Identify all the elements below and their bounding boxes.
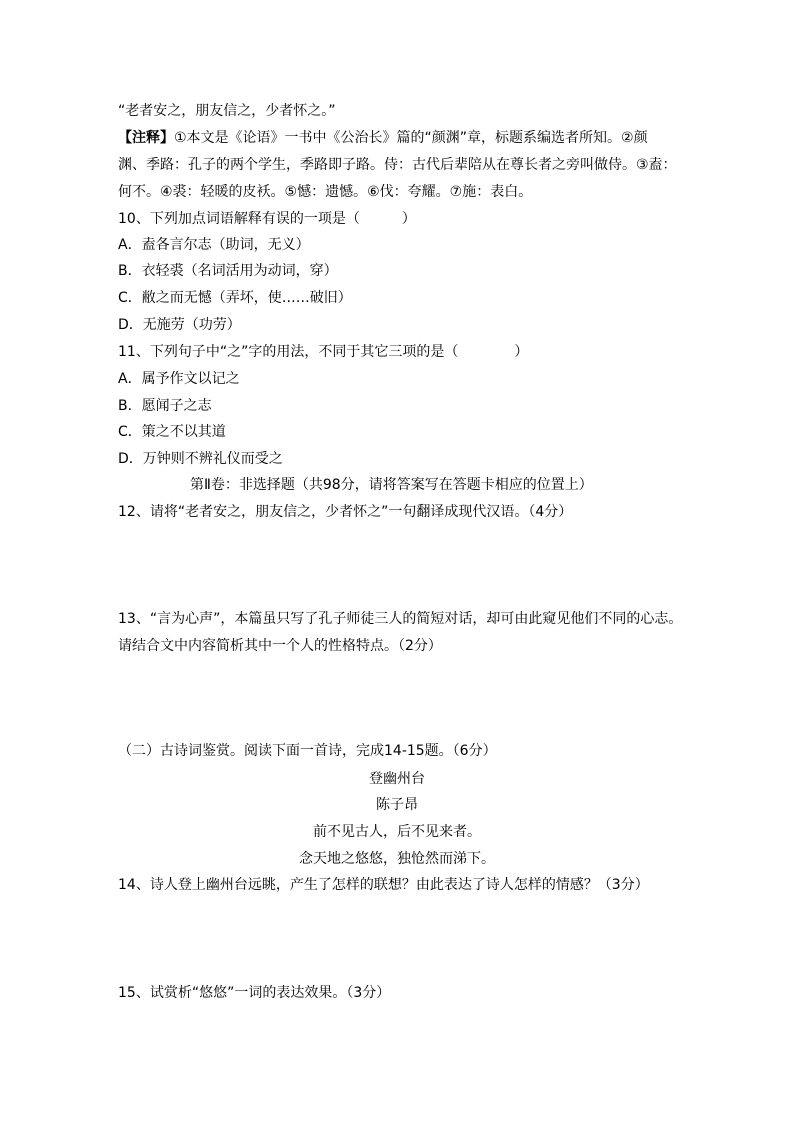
poetry-section-intro: （二）古诗词鉴赏。阅读下面一首诗，完成14-15题。（6分）	[118, 743, 497, 759]
question-11-option-c: C．策之不以其道	[118, 424, 226, 440]
question-11-stem: 11、下列句子中“之”字的用法，不同于其它三项的是（ ）	[118, 344, 529, 360]
poem-line-1: 前不见古人，后不见来者。	[313, 824, 481, 840]
poem-author: 陈子昂	[376, 797, 418, 813]
notes-line-1	[118, 128, 648, 148]
question-11-option-d: D．万钟则不辨礼仪而受之	[118, 451, 283, 467]
question-13-line-2: 请结合文中内容简析其中一个人的性格特点。（2分）	[118, 638, 442, 654]
notes-text-1: ①本文是《论语》一书中《公治长》篇的“颜渊”章，标题系编选者所知。②颜	[174, 130, 648, 146]
question-10-stem: 10、下列加点词语解释有误的一项是（ ）	[118, 211, 416, 227]
question-15: 15、试赏析“悠悠”一词的表达效果。（3分）	[118, 985, 391, 1001]
question-14: 14、诗人登上幽州台远眺，产生了怎样的联想？由此表达了诗人怎样的情感？（3分）	[118, 877, 649, 893]
question-12: 12、请将“老者安之，朋友信之，少者怀之”一句翻译成现代汉语。（4分）	[118, 504, 573, 520]
notes-label: 【注释】	[118, 130, 174, 146]
section-2-header: 第Ⅱ卷：非选择题（共98分，请将答案写在答题卡相应的位置上）	[190, 477, 593, 493]
notes-line-2: 渊、季路：孔子的两个学生，季路即子路。侍：古代后辈陪从在尊长者之旁叫做侍。③盍：	[118, 157, 677, 173]
question-10-option-b: B．衣轻裘（名词活用为动词，穿）	[118, 263, 338, 279]
question-13-line-1: 13、“言为心声”，本篇虽只写了孔子师徒三人的简短对话，却可由此窥见他们不同的心志。	[118, 611, 683, 627]
quote-line: “老者安之，朋友信之，少者怀之。”	[118, 103, 336, 119]
question-11-option-b: B．愿闻子之志	[118, 398, 212, 414]
poem-title: 登幽州台	[369, 771, 425, 787]
notes-line-3: 何不。④裘：轻暖的皮袄。⑤憾：遗憾。⑥伐：夸耀。⑦施：表白。	[118, 184, 533, 200]
question-10-option-c: C．敝之而无憾（弄坏，使……破旧）	[118, 290, 352, 306]
question-10-option-a: A．盍各言尔志（助词，无义）	[118, 237, 310, 253]
question-10-option-d: D．无施劳（功劳）	[118, 317, 241, 333]
question-11-option-a: A．属予作文以记之	[118, 371, 240, 387]
poem-line-2: 念天地之悠悠，独怆然而涕下。	[299, 851, 495, 867]
